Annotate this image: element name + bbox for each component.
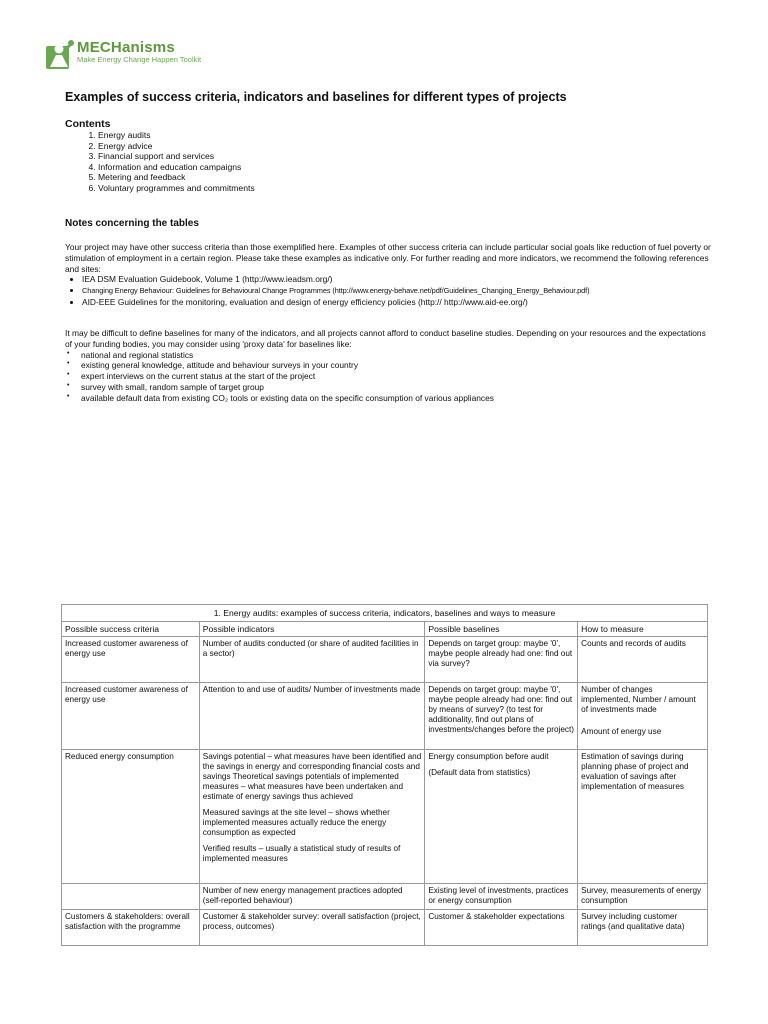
measure-text: Survey including customer ratings (and qualitative data) (581, 912, 685, 931)
baseline-text: Existing level of investments, practices or energy consumption (428, 886, 569, 905)
contents-item[interactable]: 6. Voluntary programmes and commitments (98, 183, 255, 194)
measure-text: Counts and records of audits (581, 639, 686, 648)
baseline-cell (425, 683, 578, 750)
contents-item[interactable]: 3. Financial support and services (98, 151, 255, 162)
criteria-cell: Customers & stakeholders: overall satisfaction with the programme (62, 910, 200, 946)
logo-tagline: Make Energy Change Happen Toolkit (77, 55, 202, 64)
baselines-text: It may be difficult to define baselines for many of the indicators, and all projects cannot afford to conduct baseline studies. Depending on your resources and the expectations of your funding bodies, you may consider using 'proxy data' for baselines like: (65, 328, 706, 349)
indicator-cell (199, 683, 425, 750)
criteria-cell: Reduced energy consumption (62, 750, 200, 884)
measure-text: Survey, measurements of energy consumption (581, 886, 702, 905)
reference-item[interactable]: • IEA DSM Evaluation Guidebook, Volume 1 (http://www.ieadsm.org/) (82, 274, 715, 285)
indicator-text: Number of audits conducted (or share of audited facilities in a sector) (202, 639, 419, 658)
logo-person-icon (46, 40, 74, 70)
measure-text: Amount of energy use (581, 727, 662, 736)
table-row (62, 750, 708, 884)
baseline-cell (425, 884, 578, 910)
contents-list (66, 130, 255, 194)
indicator-text: Verified results – usually a statistical study of results of implemented measures (202, 844, 401, 863)
contents-item[interactable]: 1. Energy audits (98, 130, 255, 141)
table-caption: 1. Energy audits: examples of success criteria, indicators, baselines and ways to measure (62, 605, 708, 622)
logo-name: MECHanisms (77, 39, 175, 56)
contents-item[interactable]: 4. Information and education campaigns (98, 162, 255, 173)
indicator-text: Attention to and use of audits/ Number of investments made (202, 685, 421, 694)
baselines-paragraph (65, 328, 715, 404)
criteria-cell: Increased customer awareness of energy use (62, 637, 200, 683)
measure-cell (578, 683, 708, 750)
proxy-list (65, 350, 715, 404)
baseline-text: Customer & stakeholder expectations (428, 912, 565, 921)
table-caption-row (62, 605, 708, 622)
indicator-text: Measured savings at the site level – shows whether implemented measures actually reduce the energy consumption as expected (202, 808, 390, 837)
measure-text: Number of changes implemented, Number / amount of investments made (581, 685, 696, 714)
baseline-cell (425, 637, 578, 683)
proxy-item: • available default data from existing CO₂ tools or existing data on the specific consumption of various appliances (65, 393, 715, 404)
proxy-item: • national and regional statistics (65, 350, 715, 361)
column-header: Possible success criteria (62, 622, 200, 637)
notes-heading: Notes concerning the tables (65, 218, 199, 229)
baseline-text: Energy consumption before audit (428, 752, 549, 761)
document-title: Examples of success criteria, indicators and baselines for different types of projects (65, 90, 567, 104)
indicator-cell (199, 637, 425, 683)
baseline-text: (Default data from statistics) (428, 768, 531, 777)
baseline-text: Depends on target group: maybe '0', maybe people already had one: find out via survey? (428, 639, 573, 668)
notes-paragraph (65, 242, 715, 308)
reference-item[interactable]: • AID-EEE Guidelines for the monitoring, evaluation and design of energy efficiency policies (http:// http://www.aid-ee.org/) (82, 297, 715, 308)
measure-text: Estimation of savings during planning phase of project and evaluation of savings after implementation of measures (581, 752, 689, 791)
criteria-cell (62, 884, 200, 910)
reference-list (65, 274, 715, 307)
baseline-cell (425, 910, 578, 946)
measure-cell (578, 884, 708, 910)
column-header: How to measure (578, 622, 708, 637)
table-row (62, 884, 708, 910)
contents-item[interactable]: 5. Metering and feedback (98, 172, 255, 183)
proxy-item: • expert interviews on the current status at the start of the project (65, 371, 715, 382)
contents-heading: Contents (65, 118, 111, 130)
table-header-row (62, 622, 708, 637)
table-row (62, 910, 708, 946)
table-row (62, 683, 708, 750)
column-header: Possible indicators (199, 622, 425, 637)
indicator-cell (199, 750, 425, 884)
reference-item[interactable]: • Changing Energy Behaviour: Guidelines for Behavioural Change Programmes (http://www.energy-behave.net/pdf/Guidelines_Changing_Energy_Behaviour.pdf) (82, 285, 715, 297)
indicator-text: Customer & stakeholder survey: overall satisfaction (project, process, outcomes) (202, 912, 421, 931)
measure-cell (578, 637, 708, 683)
notes-text: Your project may have other success criteria than those exemplified here. Examples of other success criteria can include particular social goals like reduction of fuel poverty or stimulation of employment in a certain region. Please take these examples as indicative only. For further reading and more indicators, we recommend the following references and sites: (65, 242, 711, 274)
table-row (62, 637, 708, 683)
measure-cell (578, 910, 708, 946)
criteria-cell: Increased customer awareness of energy use (62, 683, 200, 750)
indicator-cell (199, 910, 425, 946)
energy-audits-table (61, 604, 708, 946)
indicator-text: Number of new energy management practices adopted (self-reported behaviour) (202, 886, 403, 905)
contents-item[interactable]: 2. Energy advice (98, 141, 255, 152)
column-header: Possible baselines (425, 622, 578, 637)
mechanisms-logo (46, 40, 201, 70)
baseline-text: Depends on target group: maybe '0', maybe people already had one: find out by means of survey? (to test for additionality, find out plans of investments/changes before the project) (428, 685, 574, 734)
baseline-cell (425, 750, 578, 884)
indicator-text: Savings potential – what measures have been identified and the savings in energy and corresponding financial costs and savings Theoretical savings potentials of implemented measures – what measures have been undertaken and estimate of energy savings thus achieved (202, 752, 422, 801)
measure-cell (578, 750, 708, 884)
proxy-item: • existing general knowledge, attitude and behaviour surveys in your country (65, 360, 715, 371)
proxy-item: • survey with small, random sample of target group (65, 382, 715, 393)
indicator-cell (199, 884, 425, 910)
